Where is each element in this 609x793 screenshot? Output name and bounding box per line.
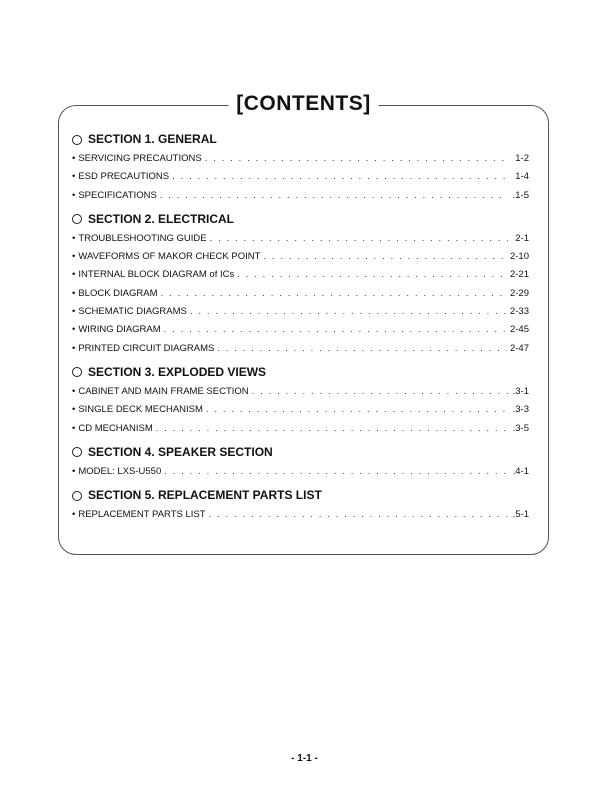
bullet-icon: • (72, 251, 76, 263)
toc-entry-label: MODEL: LXS-U550 (78, 465, 162, 477)
bullet-icon: • (72, 385, 76, 397)
toc-entry-page: .1-5 (512, 189, 529, 201)
section-heading (72, 364, 529, 381)
dot-leader (161, 285, 507, 303)
toc-entry-page: 2-1 (515, 232, 529, 244)
toc-entry (72, 506, 529, 524)
bullet-icon: • (72, 342, 76, 354)
bullet-icon: • (72, 171, 76, 183)
bullet-icon: • (72, 189, 76, 201)
toc-entry (72, 187, 529, 205)
toc-entry-page: 2-33 (509, 306, 529, 318)
bullet-icon: • (72, 422, 76, 434)
toc-entry-page: .3-3 (512, 404, 529, 416)
dot-leader (263, 248, 507, 266)
section-heading-text: SECTION 1. GENERAL (88, 132, 217, 146)
section-heading (72, 131, 529, 148)
toc-entry-label: WAVEFORMS OF MAKOR CHECK POINT (78, 251, 261, 263)
circle-bullet-icon (72, 491, 82, 501)
toc-entry-page: .4-1 (512, 465, 529, 477)
toc-entry (72, 168, 529, 186)
toc-entry-label: CABINET AND MAIN FRAME SECTION (78, 385, 249, 397)
circle-bullet-icon (72, 367, 82, 377)
dot-leader (237, 266, 507, 284)
section-heading-text: SECTION 2. ELECTRICAL (88, 211, 235, 226)
toc-entry-label: SINGLE DECK MECHANISM (78, 404, 203, 416)
toc-entry-page: 2-45 (509, 324, 529, 336)
section-2 (72, 211, 529, 358)
toc-entry (72, 248, 529, 266)
toc-entry-page: .3-5 (512, 422, 529, 434)
toc-entry-page: 2-10 (509, 251, 529, 263)
dot-leader (252, 383, 508, 401)
bullet-icon: • (72, 232, 76, 244)
section-heading-text: SECTION 4. SPEAKER SECTION (88, 444, 273, 459)
toc-entry (72, 401, 529, 419)
toc-entry (72, 266, 529, 284)
bullet-icon: • (72, 287, 76, 299)
toc-entry-page: 2-47 (509, 342, 529, 354)
dot-leader (172, 168, 508, 186)
toc-entry-label: WIRING DIAGRAM (78, 324, 161, 336)
toc-entry (72, 340, 529, 358)
section-heading-text: SECTION 5. REPLACEMENT PARTS LIST (88, 488, 322, 503)
section-heading (72, 444, 529, 461)
section-1 (72, 131, 529, 205)
section-heading (72, 487, 529, 504)
section-heading-text: SECTION 3. EXPLODED VIEWS (88, 364, 267, 379)
toc-entry-label: PRINTED CIRCUIT DIAGRAMS (78, 342, 215, 354)
dot-leader (206, 401, 508, 419)
section-heading (72, 211, 529, 228)
toc-entry (72, 321, 529, 339)
bullet-icon: • (72, 509, 76, 521)
toc-entry (72, 463, 529, 481)
section-4 (72, 444, 529, 481)
toc-entry (72, 420, 529, 438)
toc-entry (72, 383, 529, 401)
section-5 (72, 487, 529, 524)
dot-leader (217, 340, 507, 358)
dot-leader (205, 150, 508, 168)
toc-entry (72, 230, 529, 248)
toc-entry-label: SCHEMATIC DIAGRAMS (78, 306, 187, 318)
page-number: - 1-1 - (291, 753, 318, 764)
toc-entry-page: 1-4 (515, 171, 529, 183)
circle-bullet-icon (72, 447, 82, 457)
bullet-icon: • (72, 404, 76, 416)
contents-box (58, 92, 549, 555)
dot-leader (156, 420, 508, 438)
section-3 (72, 364, 529, 438)
dot-leader (164, 463, 508, 481)
contents-title: [CONTENTS] (228, 90, 379, 118)
dot-leader (209, 506, 508, 524)
bullet-icon: • (72, 465, 76, 477)
toc-entry-label: REPLACEMENT PARTS LIST (78, 509, 206, 521)
dot-leader (210, 230, 508, 248)
toc-entry-page: 2-29 (509, 287, 529, 299)
dot-leader (190, 303, 507, 321)
sections-list (72, 131, 529, 530)
toc-entry-label: SPECIFICATIONS (78, 189, 157, 201)
toc-entry-page: .3-1 (512, 385, 529, 397)
circle-bullet-icon (72, 135, 82, 145)
toc-entry-label: SERVICING PRECAUTIONS (78, 153, 202, 164)
dot-leader (160, 187, 508, 205)
toc-entry-label: TROUBLESHOOTING GUIDE (78, 232, 207, 244)
toc-entry-label: CD MECHANISM (78, 422, 153, 434)
toc-entry-label: BLOCK DIAGRAM (78, 287, 158, 299)
bullet-icon: • (72, 269, 76, 281)
toc-entry-label: INTERNAL BLOCK DIAGRAM of ICs (78, 269, 235, 281)
bullet-icon: • (72, 306, 76, 318)
bullet-icon: • (72, 153, 76, 164)
dot-leader (164, 321, 507, 339)
toc-entry-label: ESD PRECAUTIONS (78, 171, 170, 183)
toc-entry (72, 303, 529, 321)
toc-entry-page: .5-1 (512, 509, 529, 521)
toc-entry-page: 2-21 (509, 269, 529, 281)
toc-entry (72, 285, 529, 303)
bullet-icon: • (72, 324, 76, 336)
circle-bullet-icon (72, 214, 82, 224)
toc-entry-page: 1-2 (515, 153, 529, 164)
toc-entry (72, 150, 529, 168)
